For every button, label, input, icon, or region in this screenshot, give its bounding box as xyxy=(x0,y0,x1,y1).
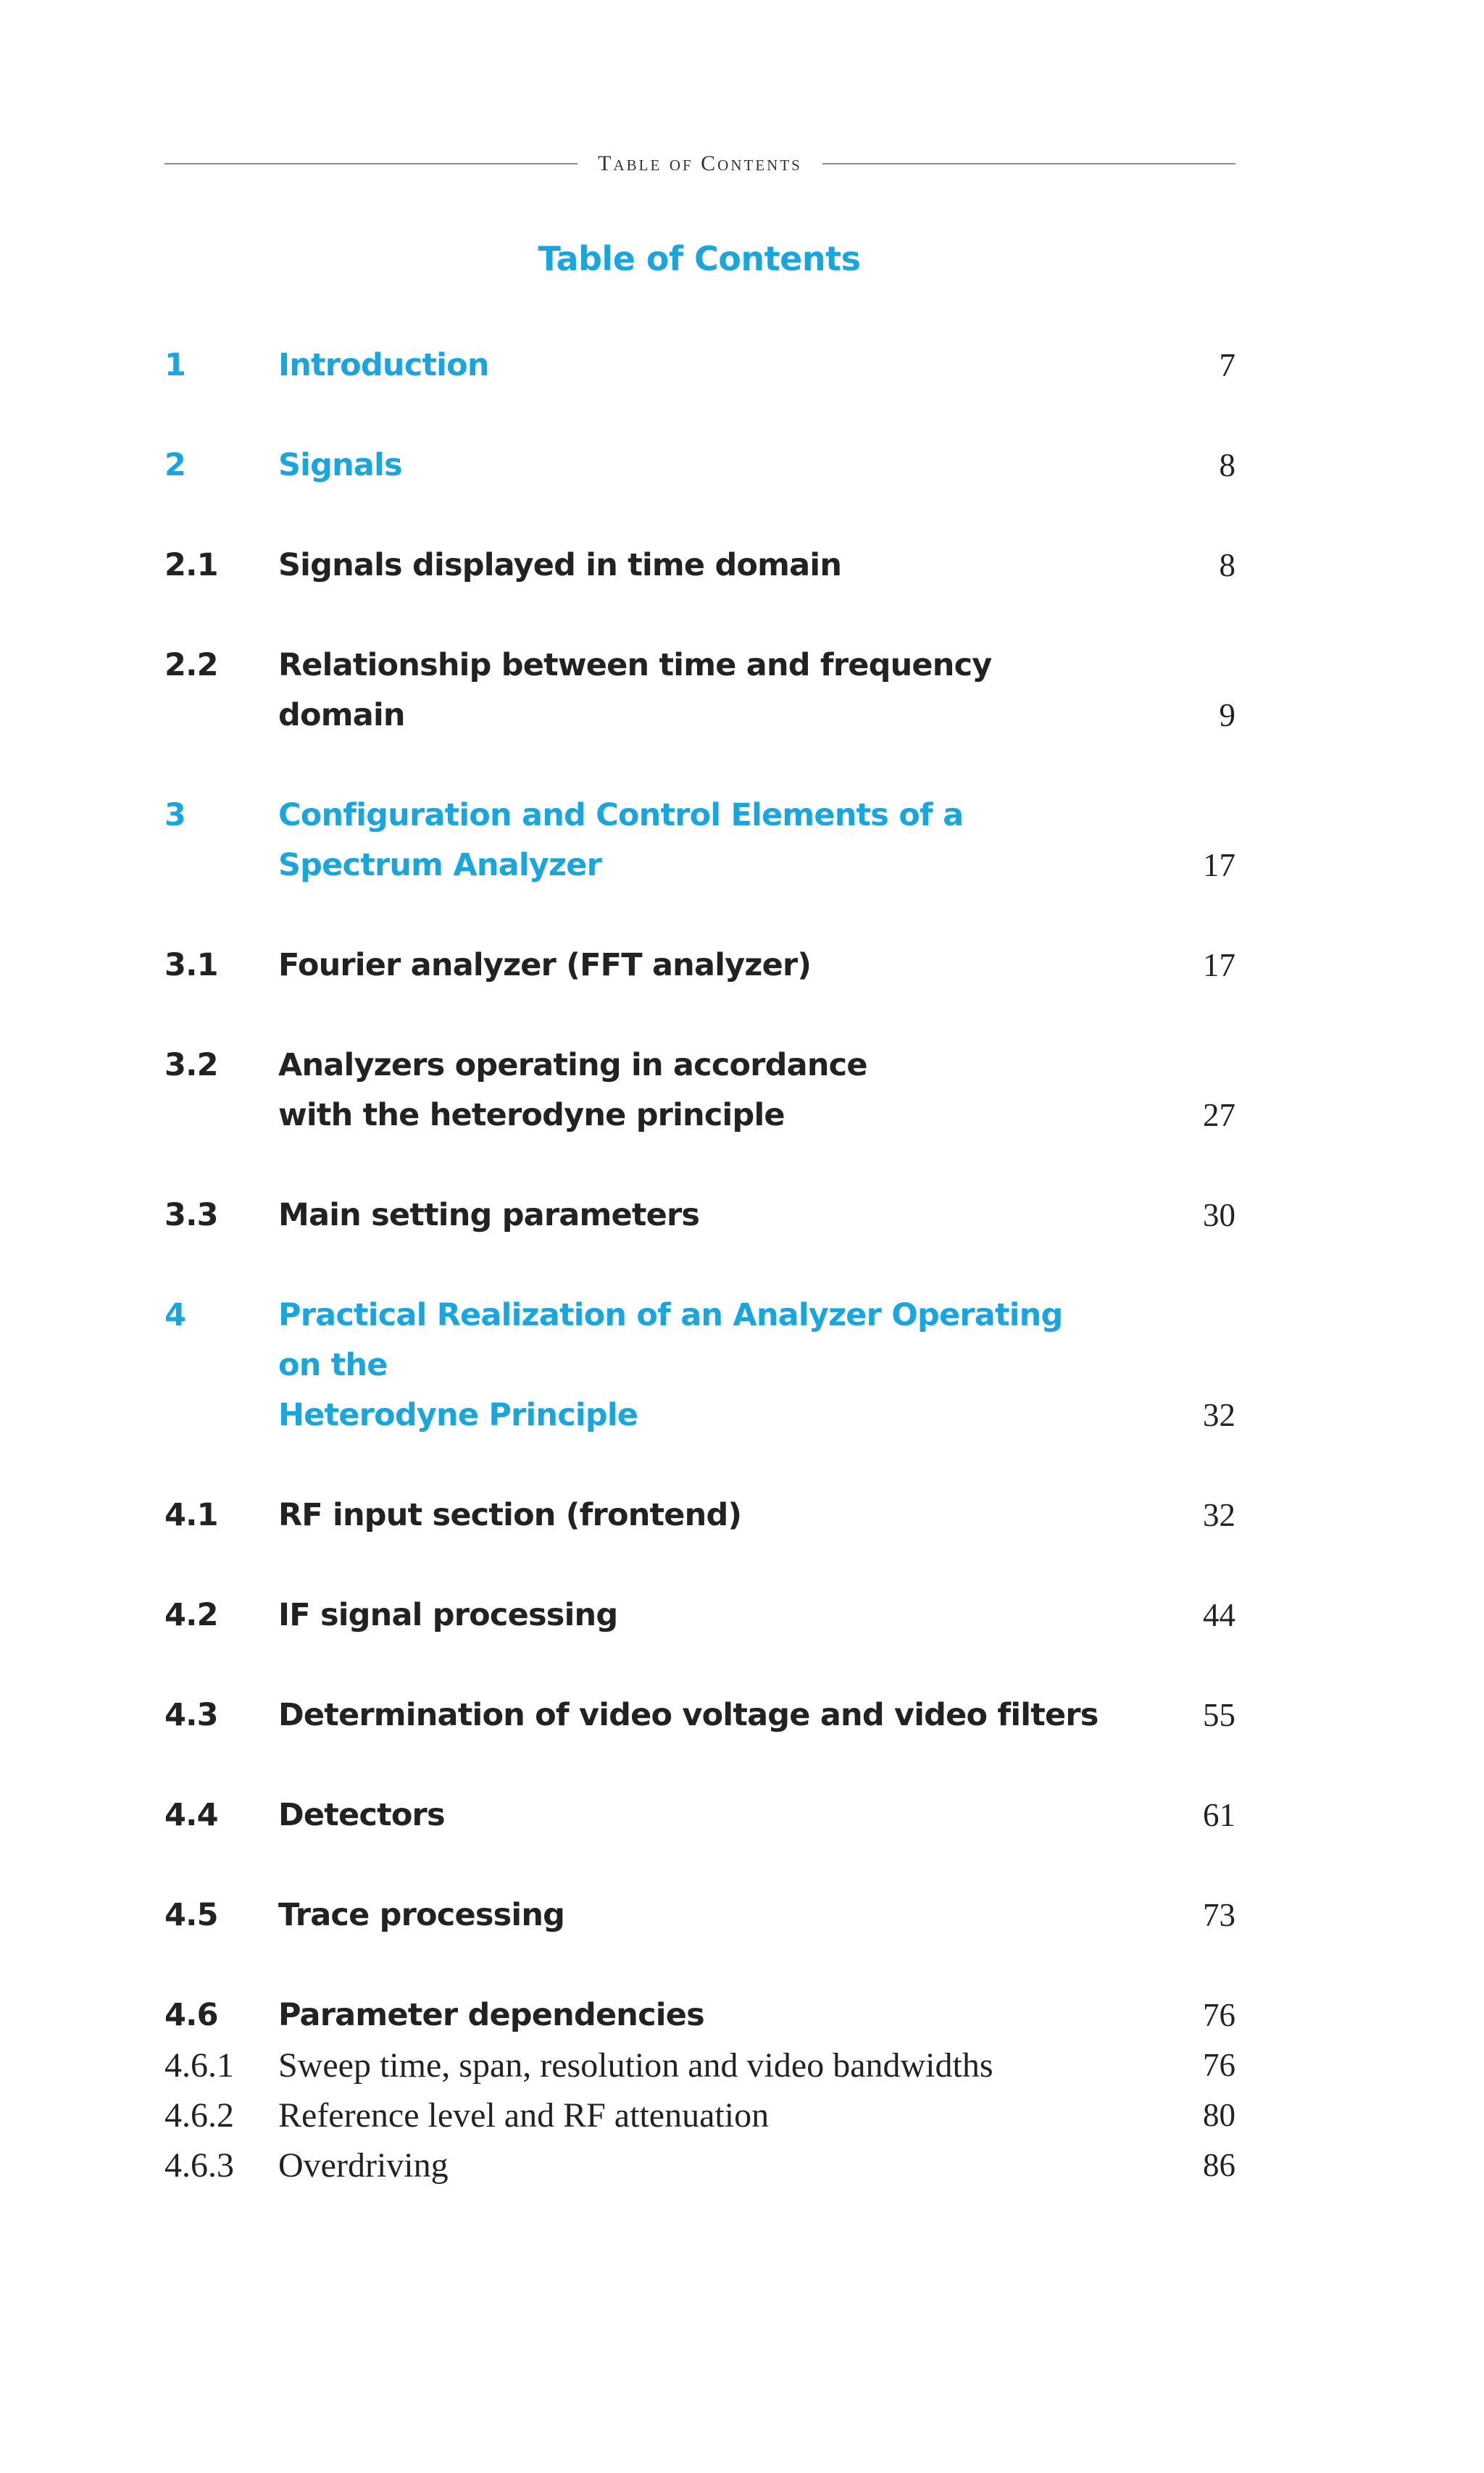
toc-entry-4-1[interactable] xyxy=(164,1490,1235,1540)
toc-entry-4-6-2[interactable] xyxy=(164,2090,1235,2140)
running-head xyxy=(164,151,1235,177)
toc-entry-4[interactable] xyxy=(164,1290,1235,1440)
toc-entry-3-3[interactable] xyxy=(164,1190,1235,1240)
toc-entry-number: 4.6.3 xyxy=(164,2146,234,2185)
toc-entry-page: 32 xyxy=(1203,1497,1235,1533)
toc-entry-title-line: Analyzers operating in accordance xyxy=(278,1047,867,1083)
toc-entry-title: Main setting parameters xyxy=(278,1197,700,1233)
page-title: Table of Contents xyxy=(538,239,861,278)
toc-entry-title: Signals displayed in time domain xyxy=(278,547,842,583)
toc-entry-page: 17 xyxy=(1203,847,1235,883)
toc-entry-page: 17 xyxy=(1203,947,1235,983)
toc-entry-page: 8 xyxy=(1219,547,1235,583)
toc-entry-page: 55 xyxy=(1203,1697,1235,1733)
toc-entry-title: Sweep time, span, resolution and video bandwidths xyxy=(278,2046,993,2085)
toc-entry-4-2[interactable] xyxy=(164,1590,1235,1640)
toc-entry-page: 76 xyxy=(1203,2047,1235,2083)
toc-entry-2-2[interactable] xyxy=(164,641,1235,741)
toc-entry-4-6[interactable] xyxy=(164,1990,1235,2040)
toc-entry-4-4[interactable] xyxy=(164,1790,1235,1840)
toc-entry-number: 3.3 xyxy=(164,1197,218,1233)
toc-entry-number: 3 xyxy=(164,797,186,833)
toc-entry-page: 8 xyxy=(1219,447,1235,483)
toc-entry-title xyxy=(278,1290,1112,1440)
toc-entry-title: Determination of video voltage and video filters xyxy=(278,1697,1099,1733)
toc-entry-number: 4.6 xyxy=(164,1997,218,2033)
toc-entry-title: IF signal processing xyxy=(278,1597,618,1633)
toc-entry-page: 80 xyxy=(1203,2097,1235,2133)
running-head-left-rule xyxy=(164,163,578,164)
toc-entry-number: 4.2 xyxy=(164,1597,218,1633)
toc-entry-title: Fourier analyzer (FFT analyzer) xyxy=(278,947,812,983)
toc-entry-page: 86 xyxy=(1203,2147,1235,2183)
toc-entry-number: 4.4 xyxy=(164,1797,218,1833)
toc-entry-title: Relationship between time and frequency domain xyxy=(278,647,992,733)
toc-entry-page: 7 xyxy=(1219,347,1235,383)
toc-entry-2[interactable] xyxy=(164,441,1235,491)
toc-entry-3-1[interactable] xyxy=(164,941,1235,991)
toc-entry-4-5[interactable] xyxy=(164,1890,1235,1940)
toc-entry-title-line: with the heterodyne principle xyxy=(278,1097,785,1133)
toc-entry-page: 73 xyxy=(1203,1897,1235,1933)
toc-entry-number: 2.2 xyxy=(164,647,218,683)
toc-entry-title xyxy=(278,1041,1112,1140)
toc-entry-number: 4.1 xyxy=(164,1497,218,1533)
toc-entry-title: RF input section (frontend) xyxy=(278,1497,742,1533)
toc-entry-title-line: Practical Realization of an Analyzer Operating on the xyxy=(278,1297,1063,1383)
toc-entry-title xyxy=(278,791,1112,891)
running-head-right-rule xyxy=(822,163,1235,164)
toc-entry-number: 4.3 xyxy=(164,1697,218,1733)
toc-entry-page: 27 xyxy=(1203,1097,1235,1133)
toc-entry-3[interactable] xyxy=(164,791,1235,891)
toc-entry-page: 76 xyxy=(1203,1997,1235,2033)
toc-entry-title: Parameter dependencies xyxy=(278,1997,704,2033)
toc-entry-number: 4.6.2 xyxy=(164,2096,234,2135)
toc-entry-title-line: Heterodyne Principle xyxy=(278,1397,638,1433)
toc-entry-number: 4.6.1 xyxy=(164,2046,234,2085)
toc-entry-title: Introduction xyxy=(278,347,489,383)
toc-entry-3-2[interactable] xyxy=(164,1041,1235,1140)
toc-entry-page: 30 xyxy=(1203,1197,1235,1233)
toc-entry-2-1[interactable] xyxy=(164,541,1235,591)
toc-entry-number: 3.1 xyxy=(164,947,218,983)
toc-entry-title: Trace processing xyxy=(278,1897,565,1933)
toc-entry-title-line: Configuration and Control Elements of a xyxy=(278,797,964,833)
toc-entry-page: 44 xyxy=(1203,1597,1235,1633)
toc-entry-number: 3.2 xyxy=(164,1047,218,1083)
toc-entry-number: 4 xyxy=(164,1297,186,1333)
toc-entry-number: 2.1 xyxy=(164,547,218,583)
toc-entry-title: Overdriving xyxy=(278,2146,449,2185)
toc-entry-4-6-3[interactable] xyxy=(164,2140,1235,2190)
toc-entry-page: 61 xyxy=(1203,1797,1235,1833)
toc-entry-title: Signals xyxy=(278,447,402,483)
toc-entry-page: 32 xyxy=(1203,1397,1235,1433)
toc-entry-title: Reference level and RF attenuation xyxy=(278,2096,770,2135)
toc-entry-number: 2 xyxy=(164,447,186,483)
toc-entry-1[interactable] xyxy=(164,341,1235,391)
toc-entry-number: 4.5 xyxy=(164,1897,218,1933)
toc-entry-4-3[interactable] xyxy=(164,1690,1235,1740)
toc-entry-number: 1 xyxy=(164,347,186,383)
toc-entry-4-6-1[interactable] xyxy=(164,2040,1235,2090)
toc-entry-page: 9 xyxy=(1219,697,1235,733)
toc-list xyxy=(164,341,1235,2190)
toc-entry-title: Detectors xyxy=(278,1797,445,1833)
running-head-text: Table of Contents xyxy=(598,151,802,175)
toc-entry-title-line: Spectrum Analyzer xyxy=(278,847,602,883)
